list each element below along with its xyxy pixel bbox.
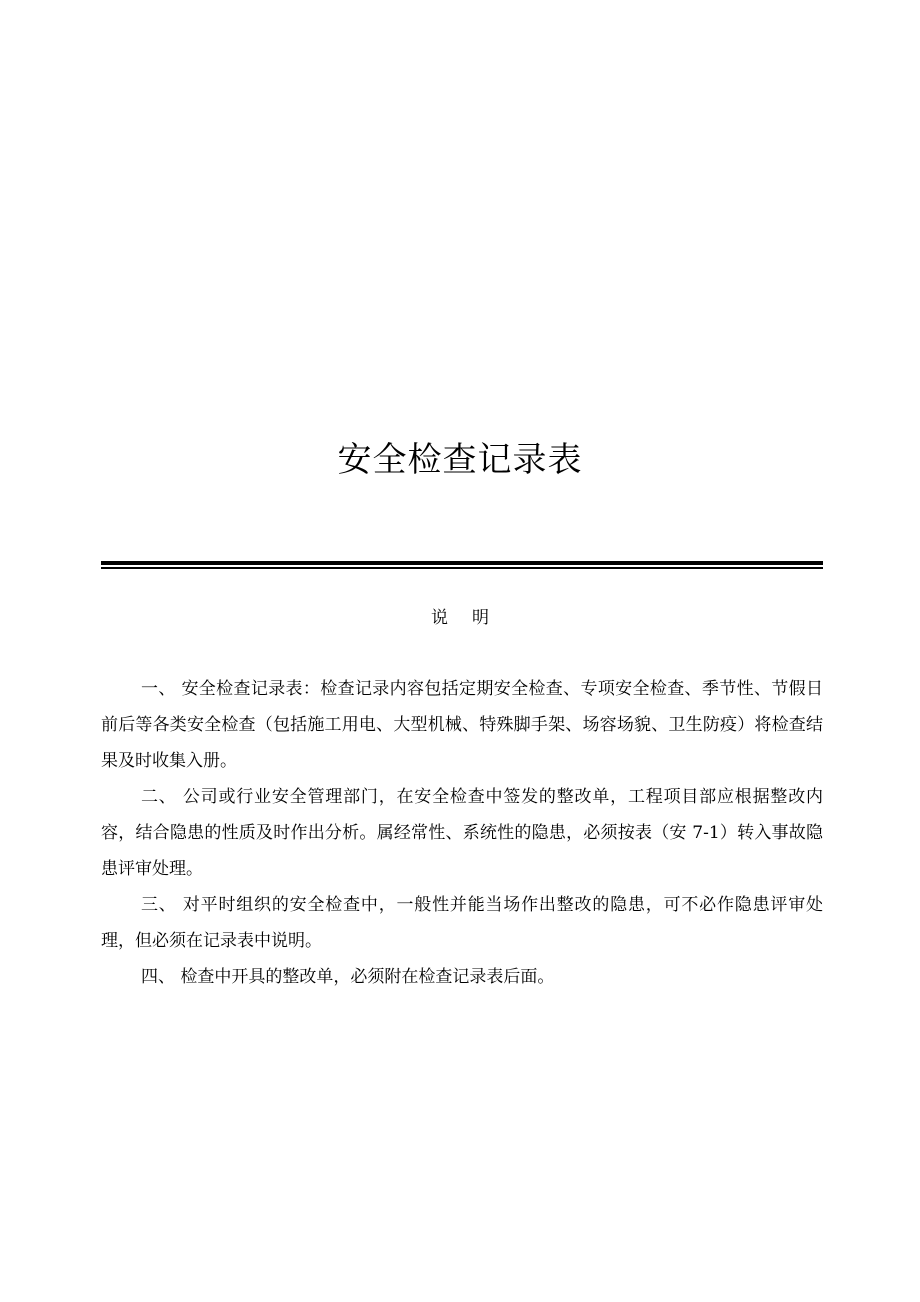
- note-number: 三、: [141, 895, 177, 915]
- note-text: 公司或行业安全管理部门，在安全检查中签发的整改单，工程项目部应根据整改内容，结合隐患的性质及时作出分析。属经常性、系统性的隐患，必须按表（安 7-1）转入事故隐患评审处理。: [101, 787, 824, 879]
- note-number: 一、: [141, 679, 176, 699]
- title-divider-thin: [101, 567, 823, 569]
- section-heading-char-2: 明: [472, 608, 489, 628]
- title-divider-thick: [101, 561, 823, 565]
- section-heading: [0, 604, 920, 632]
- notes-list: [101, 671, 823, 995]
- section-heading-char-1: 说: [431, 608, 448, 628]
- note-number: 二、: [141, 787, 177, 807]
- note-text: 检查中开具的整改单，必须附在检查记录表后面。: [175, 967, 555, 987]
- note-item-3: [101, 887, 823, 959]
- note-number: 四、: [141, 967, 175, 987]
- note-item-4: [101, 959, 823, 995]
- note-text: 对平时组织的安全检查中，一般性并能当场作出整改的隐患，可不必作隐患评审处理，但必须在记录表中说明。: [101, 895, 824, 951]
- note-item-2: [101, 779, 823, 887]
- note-text: 安全检查记录表：检查记录内容包括定期安全检查、专项安全检查、季节性、节假日前后等各类安全检查（包括施工用电、大型机械、特殊脚手架、场容场貌、卫生防疫）将检查结果及时收集入册。: [101, 679, 824, 771]
- document-title: 安全检查记录表: [337, 440, 583, 480]
- note-item-1: [101, 671, 823, 779]
